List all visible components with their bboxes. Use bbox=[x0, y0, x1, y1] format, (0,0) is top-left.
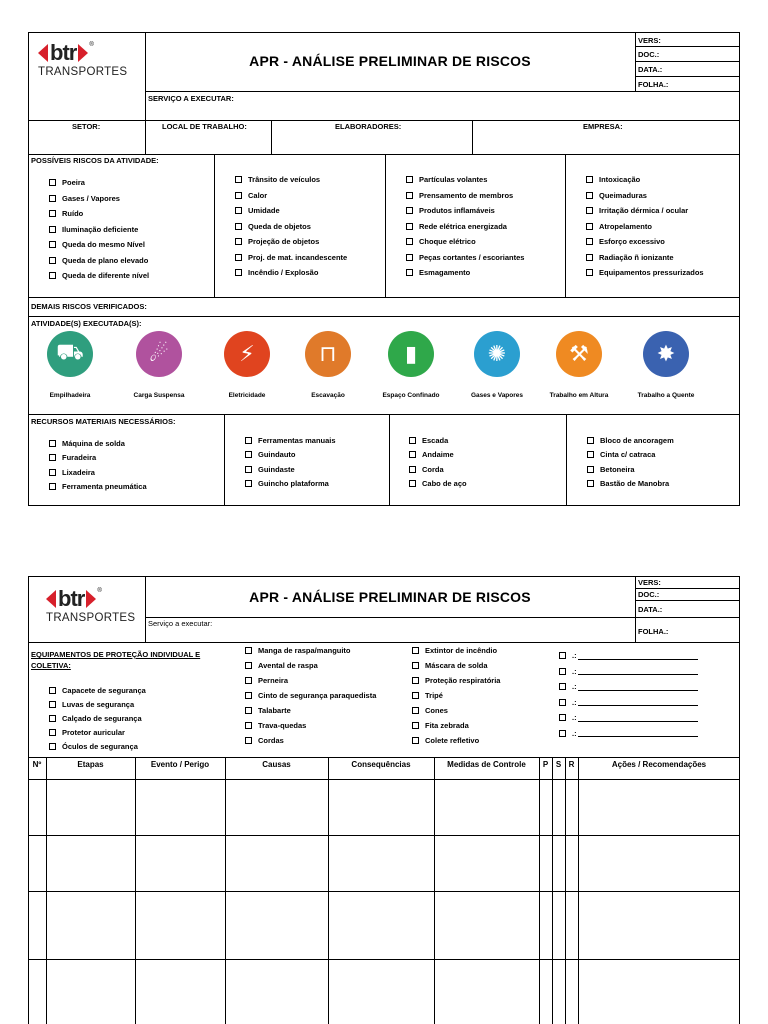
logo-word: btr bbox=[50, 40, 77, 65]
checklist-item[interactable] bbox=[235, 234, 347, 250]
activity-caption: Espaço Confinado bbox=[382, 392, 440, 399]
checklist-item[interactable] bbox=[409, 462, 467, 477]
checkbox[interactable] bbox=[406, 176, 413, 183]
checklist-label: Iluminação deficiente bbox=[62, 224, 139, 234]
checklist-label: .: bbox=[572, 666, 577, 676]
checkbox[interactable] bbox=[586, 176, 593, 183]
table-header: Evento / Perigo bbox=[150, 760, 210, 769]
checklist-item[interactable] bbox=[235, 250, 347, 266]
checklist-label: Rede elétrica energizada bbox=[419, 221, 507, 231]
checklist-item[interactable] bbox=[245, 448, 336, 463]
checklist-label: .: bbox=[572, 682, 577, 692]
checkbox[interactable] bbox=[245, 737, 252, 744]
checklist-item[interactable] bbox=[587, 448, 674, 463]
checklist-item[interactable] bbox=[406, 172, 524, 188]
checklist-label: Escada bbox=[422, 435, 449, 445]
checkbox[interactable] bbox=[235, 238, 242, 245]
activity-icon-escava-o: ⊓ bbox=[305, 331, 351, 377]
checkbox[interactable] bbox=[49, 729, 56, 736]
epi-col1 bbox=[49, 683, 146, 754]
riscos-col3 bbox=[406, 172, 524, 281]
checklist-label: Ruído bbox=[62, 209, 84, 219]
checklist-item[interactable] bbox=[559, 679, 698, 695]
checklist-item[interactable] bbox=[49, 253, 149, 269]
checklist-label: Extintor de incêndio bbox=[425, 646, 498, 655]
checklist-label: Proj. de mat. incandescente bbox=[248, 252, 348, 262]
checklist-label: .: bbox=[572, 728, 577, 738]
checkbox[interactable] bbox=[406, 238, 413, 245]
checklist-item[interactable] bbox=[235, 203, 347, 219]
riscos-col4 bbox=[586, 172, 704, 281]
checkbox[interactable] bbox=[235, 223, 242, 230]
table-col-divider bbox=[565, 757, 566, 1024]
blank-line[interactable] bbox=[578, 729, 698, 737]
meta-data: DATA.: bbox=[638, 65, 663, 74]
checklist-item[interactable] bbox=[49, 222, 149, 238]
table-header: Consequências bbox=[351, 760, 411, 769]
checklist-label: Protetor auricular bbox=[62, 728, 125, 738]
checkbox[interactable] bbox=[586, 192, 593, 199]
checklist-item[interactable] bbox=[406, 188, 524, 204]
meta-vers: VERS: bbox=[638, 36, 661, 45]
table-header: R bbox=[568, 760, 575, 769]
epi-col4 bbox=[559, 648, 698, 741]
checklist-label: Queda de plano elevado bbox=[62, 255, 149, 265]
checkbox[interactable] bbox=[49, 687, 56, 694]
checklist-item[interactable] bbox=[586, 203, 704, 219]
checklist-label: Colete refletivo bbox=[425, 736, 480, 745]
checkbox[interactable] bbox=[245, 692, 252, 699]
meta-folha: FOLHA.: bbox=[638, 627, 669, 636]
atividades-label: ATIVIDADE(S) EXECUTADA(S): bbox=[31, 319, 142, 328]
checklist-item[interactable] bbox=[412, 703, 500, 718]
checklist-label: Calor bbox=[248, 190, 268, 200]
epi-col2 bbox=[245, 643, 376, 748]
checklist-label: Luvas de segurança bbox=[62, 699, 135, 709]
checklist-item[interactable] bbox=[49, 436, 147, 451]
checkbox[interactable] bbox=[49, 743, 56, 750]
checkbox[interactable] bbox=[587, 466, 594, 473]
checklist-item[interactable] bbox=[49, 191, 149, 207]
checkbox[interactable] bbox=[49, 226, 56, 233]
activity-icon-carga-suspensa: ☄ bbox=[136, 331, 182, 377]
checklist-label: Choque elétrico bbox=[419, 237, 476, 247]
servico-label: SERVIÇO A EXECUTAR: bbox=[148, 94, 234, 103]
checklist-item[interactable] bbox=[49, 711, 146, 725]
checklist-label: Bastão de Manobra bbox=[600, 479, 670, 489]
checklist-item[interactable] bbox=[406, 250, 524, 266]
checklist-item[interactable] bbox=[245, 462, 336, 477]
checkbox[interactable] bbox=[406, 207, 413, 214]
activity-icon-trabalho-a-quente: ✸ bbox=[643, 331, 689, 377]
logo-sub: TRANSPORTES bbox=[38, 66, 128, 78]
checklist-label: Intoxicação bbox=[599, 175, 641, 185]
checklist-label: Perneira bbox=[258, 676, 289, 685]
table-col-divider bbox=[539, 757, 540, 1024]
checklist-item[interactable] bbox=[245, 433, 336, 448]
activity-icon-empilhadeira: ⛟ bbox=[47, 331, 93, 377]
checkbox[interactable] bbox=[49, 454, 56, 461]
checklist-label: Máscara de solda bbox=[425, 661, 488, 670]
checkbox[interactable] bbox=[409, 437, 416, 444]
checklist-label: Queda do mesmo Nível bbox=[62, 240, 145, 250]
blank-line[interactable] bbox=[578, 698, 698, 706]
meta-folha: FOLHA.: bbox=[638, 80, 669, 89]
checklist-label: Incêndio / Explosão bbox=[248, 268, 319, 278]
checklist-item[interactable] bbox=[49, 465, 147, 480]
checkbox[interactable] bbox=[559, 699, 566, 706]
checkbox[interactable] bbox=[245, 451, 252, 458]
checklist-item[interactable] bbox=[245, 703, 376, 718]
checklist-item[interactable] bbox=[406, 203, 524, 219]
checklist-item[interactable] bbox=[586, 188, 704, 204]
checkbox[interactable] bbox=[586, 269, 593, 276]
activity-caption: Eletricidade bbox=[228, 392, 266, 399]
checklist-item[interactable] bbox=[406, 219, 524, 235]
checklist-item[interactable] bbox=[49, 697, 146, 711]
table-header: Causas bbox=[262, 760, 291, 769]
checklist-label: Furadeira bbox=[62, 453, 97, 463]
checklist-item[interactable] bbox=[559, 710, 698, 726]
checkbox[interactable] bbox=[409, 451, 416, 458]
checklist-item[interactable] bbox=[245, 477, 336, 492]
checkbox[interactable] bbox=[235, 176, 242, 183]
checklist-item[interactable] bbox=[559, 695, 698, 711]
checklist-label: Cones bbox=[425, 706, 448, 715]
checkbox[interactable] bbox=[49, 272, 56, 279]
local-label: LOCAL DE TRABALHO: bbox=[162, 122, 247, 131]
meta-doc: DOC.: bbox=[638, 50, 660, 59]
checklist-label: .: bbox=[572, 651, 577, 661]
epi-col3 bbox=[412, 643, 500, 748]
checklist-item[interactable] bbox=[412, 658, 500, 673]
activity-icon-espa-o-confinado: ▮ bbox=[388, 331, 434, 377]
recursos-col2 bbox=[245, 433, 336, 491]
table-col-divider bbox=[434, 757, 435, 1024]
checkbox[interactable] bbox=[586, 238, 593, 245]
checklist-item[interactable] bbox=[49, 726, 146, 740]
checklist-label: Talabarte bbox=[258, 706, 291, 715]
checkbox[interactable] bbox=[412, 737, 419, 744]
checklist-label: Manga de raspa/manguito bbox=[258, 646, 351, 655]
checklist-label: Trava-quedas bbox=[258, 721, 307, 730]
blank-line[interactable] bbox=[578, 714, 698, 722]
checkbox[interactable] bbox=[245, 647, 252, 654]
riscos-col2 bbox=[235, 172, 347, 281]
table-col-divider bbox=[552, 757, 553, 1024]
checklist-item[interactable] bbox=[49, 480, 147, 495]
logo-word: btr bbox=[58, 586, 85, 611]
checkbox[interactable] bbox=[412, 662, 419, 669]
checkbox[interactable] bbox=[586, 223, 593, 230]
checkbox[interactable] bbox=[559, 652, 566, 659]
activity-icon-gases-e-vapores: ✺ bbox=[474, 331, 520, 377]
checklist-label: Cordas bbox=[258, 736, 284, 745]
checklist-label: Radiação ñ ionizante bbox=[599, 252, 674, 262]
checkbox[interactable] bbox=[559, 683, 566, 690]
checklist-item[interactable] bbox=[49, 175, 149, 191]
blank-line[interactable] bbox=[578, 652, 698, 660]
checklist-label: Queda de diferente nível bbox=[62, 271, 150, 281]
activity-caption: Gases e Vapores bbox=[470, 392, 524, 399]
checkbox[interactable] bbox=[49, 483, 56, 490]
checkbox[interactable] bbox=[412, 647, 419, 654]
checklist-item[interactable] bbox=[49, 268, 149, 284]
riscos-col1 bbox=[49, 175, 149, 284]
table-col-divider bbox=[46, 757, 47, 1024]
checkbox[interactable] bbox=[559, 668, 566, 675]
checklist-label: Capacete de segurança bbox=[62, 685, 146, 695]
checklist-label: Proteção respiratória bbox=[425, 676, 501, 685]
checklist-label: Equipamentos pressurizados bbox=[599, 268, 704, 278]
logo-sub: TRANSPORTES bbox=[46, 612, 136, 624]
checklist-label: Poeira bbox=[62, 178, 85, 188]
checkbox[interactable] bbox=[235, 207, 242, 214]
table-header: P bbox=[542, 760, 549, 769]
checkbox[interactable] bbox=[406, 254, 413, 261]
checklist-label: Bloco de ancoragem bbox=[600, 435, 674, 445]
empresa-label: EMPRESA: bbox=[583, 122, 623, 131]
checklist-label: Fita zebrada bbox=[425, 721, 469, 730]
checklist-label: Cinto de segurança paraquedista bbox=[258, 691, 377, 700]
blank-line[interactable] bbox=[578, 683, 698, 691]
checklist-item[interactable] bbox=[49, 237, 149, 253]
checklist-label: Produtos inflamáveis bbox=[419, 206, 495, 216]
checklist-item[interactable] bbox=[409, 477, 467, 492]
checklist-label: Calçado de segurança bbox=[62, 713, 142, 723]
form2-title: APR - ANÁLISE PRELIMINAR DE RISCOS bbox=[249, 589, 531, 605]
form2-logo bbox=[46, 588, 146, 624]
checklist-item[interactable] bbox=[587, 433, 674, 448]
checklist-item[interactable] bbox=[245, 658, 376, 673]
meta-vers: VERS: bbox=[638, 578, 661, 587]
checkbox[interactable] bbox=[245, 722, 252, 729]
checklist-label: Esforço excessivo bbox=[599, 237, 665, 247]
checklist-label: .: bbox=[572, 713, 577, 723]
checklist-item[interactable] bbox=[49, 740, 146, 754]
checklist-item[interactable] bbox=[412, 643, 500, 658]
checkbox[interactable] bbox=[49, 701, 56, 708]
checklist-item[interactable] bbox=[245, 718, 376, 733]
table-col-divider bbox=[328, 757, 329, 1024]
checkbox[interactable] bbox=[586, 207, 593, 214]
checklist-label: Avental de raspa bbox=[258, 661, 318, 670]
checklist-item[interactable] bbox=[235, 172, 347, 188]
recursos-col4 bbox=[587, 433, 674, 491]
table-header: Nº bbox=[32, 760, 42, 769]
checklist-label: Guincho plataforma bbox=[258, 479, 329, 489]
checklist-item[interactable] bbox=[245, 643, 376, 658]
checklist-item[interactable] bbox=[245, 688, 376, 703]
checklist-item[interactable] bbox=[586, 234, 704, 250]
checkbox[interactable] bbox=[409, 480, 416, 487]
checklist-label: Cinta c/ catraca bbox=[600, 450, 656, 460]
checklist-item[interactable] bbox=[49, 683, 146, 697]
checklist-label: Cabo de aço bbox=[422, 479, 467, 489]
checklist-item[interactable] bbox=[412, 673, 500, 688]
table-header: Medidas de Controle bbox=[447, 760, 526, 769]
checklist-item[interactable] bbox=[49, 451, 147, 466]
checklist-label: Prensamento de membros bbox=[419, 190, 514, 200]
activity-caption: Escavação bbox=[311, 392, 345, 399]
checklist-label: Betoneira bbox=[600, 464, 635, 474]
checklist-item[interactable] bbox=[586, 265, 704, 281]
checklist-item[interactable] bbox=[406, 265, 524, 281]
checklist-item[interactable] bbox=[235, 265, 347, 281]
checkbox[interactable] bbox=[245, 707, 252, 714]
elaboradores-label: ELABORADORES: bbox=[335, 122, 402, 131]
servico-label: Serviço a executar: bbox=[148, 619, 213, 628]
checklist-label: .: bbox=[572, 697, 577, 707]
checklist-item[interactable] bbox=[586, 172, 704, 188]
activity-icon-eletricidade: ⚡ bbox=[224, 331, 270, 377]
checklist-label: Queimaduras bbox=[599, 190, 647, 200]
checkbox[interactable] bbox=[412, 677, 419, 684]
checklist-item[interactable] bbox=[586, 250, 704, 266]
checklist-item[interactable] bbox=[559, 726, 698, 742]
checkbox[interactable] bbox=[409, 466, 416, 473]
checkbox[interactable] bbox=[49, 469, 56, 476]
checklist-item[interactable] bbox=[559, 664, 698, 680]
checklist-label: Atropelamento bbox=[599, 221, 652, 231]
checklist-label: Projeção de objetos bbox=[248, 237, 320, 247]
form1-title: APR - ANÁLISE PRELIMINAR DE RISCOS bbox=[249, 53, 531, 69]
checkbox[interactable] bbox=[412, 707, 419, 714]
checklist-item[interactable] bbox=[412, 733, 500, 748]
checklist-item[interactable] bbox=[412, 688, 500, 703]
checkbox[interactable] bbox=[49, 179, 56, 186]
checklist-label: Guindaste bbox=[258, 464, 295, 474]
meta-doc: DOC.: bbox=[638, 590, 660, 599]
checkbox[interactable] bbox=[235, 254, 242, 261]
table-header: S bbox=[555, 760, 562, 769]
checklist-label: Tripé bbox=[425, 691, 443, 700]
checkbox[interactable] bbox=[49, 257, 56, 264]
activity-icon-trabalho-em-altura: ⚒ bbox=[556, 331, 602, 377]
checklist-item[interactable] bbox=[245, 733, 376, 748]
recursos-col3 bbox=[409, 433, 467, 491]
checklist-item[interactable] bbox=[587, 477, 674, 492]
checklist-label: Ferramenta pneumática bbox=[62, 482, 147, 492]
checklist-item[interactable] bbox=[409, 448, 467, 463]
checklist-item[interactable] bbox=[406, 234, 524, 250]
checkbox[interactable] bbox=[406, 223, 413, 230]
checkbox[interactable] bbox=[245, 437, 252, 444]
checklist-label: Umidade bbox=[248, 206, 280, 216]
activity-caption: Trabalho em Altura bbox=[549, 392, 609, 399]
checklist-item[interactable] bbox=[49, 206, 149, 222]
checklist-label: Corda bbox=[422, 464, 444, 474]
recursos-label: RECURSOS MATERIAIS NECESSÁRIOS: bbox=[31, 417, 176, 426]
checkbox[interactable] bbox=[586, 254, 593, 261]
checklist-item[interactable] bbox=[559, 648, 698, 664]
table-col-divider bbox=[135, 757, 136, 1024]
checkbox[interactable] bbox=[406, 269, 413, 276]
checkbox[interactable] bbox=[49, 210, 56, 217]
checklist-label: Ferramentas manuais bbox=[258, 435, 336, 445]
checkbox[interactable] bbox=[587, 451, 594, 458]
checkbox[interactable] bbox=[245, 662, 252, 669]
checkbox[interactable] bbox=[559, 730, 566, 737]
riscos-label: POSSÍVEIS RISCOS DA ATIVIDADE: bbox=[31, 156, 159, 165]
table-header: Etapas bbox=[77, 760, 104, 769]
activity-caption: Carga Suspensa bbox=[133, 392, 185, 399]
blank-line[interactable] bbox=[578, 667, 698, 675]
setor-label: SETOR: bbox=[72, 122, 101, 131]
checkbox[interactable] bbox=[49, 195, 56, 202]
checklist-item[interactable] bbox=[587, 462, 674, 477]
checkbox[interactable] bbox=[245, 466, 252, 473]
checkbox[interactable] bbox=[49, 241, 56, 248]
checkbox[interactable] bbox=[587, 480, 594, 487]
checkbox[interactable] bbox=[412, 692, 419, 699]
logo-reg: ® bbox=[89, 42, 94, 48]
checklist-item[interactable] bbox=[245, 673, 376, 688]
checkbox[interactable] bbox=[559, 714, 566, 721]
checklist-label: Queda de objetos bbox=[248, 221, 311, 231]
checkbox[interactable] bbox=[235, 192, 242, 199]
checklist-label: Esmagamento bbox=[419, 268, 471, 278]
activity-caption: Empilhadeira bbox=[49, 392, 91, 399]
checklist-label: Guindauto bbox=[258, 450, 296, 460]
checkbox[interactable] bbox=[49, 440, 56, 447]
activity-caption: Trabalho a Quente bbox=[637, 392, 695, 399]
checkbox[interactable] bbox=[235, 269, 242, 276]
checkbox[interactable] bbox=[412, 722, 419, 729]
checklist-item[interactable] bbox=[409, 433, 467, 448]
logo-reg: ® bbox=[97, 588, 102, 594]
epi-label: EQUIPAMENTOS DE PROTEÇÃO INDIVIDUAL E COLETIVA: bbox=[31, 650, 201, 670]
meta-data: DATA.: bbox=[638, 605, 663, 614]
checklist-label: Gases / Vapores bbox=[62, 193, 120, 203]
checkbox[interactable] bbox=[245, 677, 252, 684]
checklist-item[interactable] bbox=[412, 718, 500, 733]
checkbox[interactable] bbox=[245, 480, 252, 487]
checklist-label: Trânsito de veículos bbox=[248, 175, 321, 185]
checklist-label: Peças cortantes / escoriantes bbox=[419, 252, 525, 262]
checklist-label: Irritação dérmica / ocular bbox=[599, 206, 689, 216]
checkbox[interactable] bbox=[406, 192, 413, 199]
checkbox[interactable] bbox=[49, 715, 56, 722]
checklist-item[interactable] bbox=[235, 188, 347, 204]
demais-label: DEMAIS RISCOS VERIFICADOS: bbox=[31, 302, 147, 311]
checklist-item[interactable] bbox=[235, 219, 347, 235]
form1-logo bbox=[38, 42, 138, 78]
table-col-divider bbox=[578, 757, 579, 1024]
checklist-label: Óculos de segurança bbox=[62, 742, 138, 752]
checkbox[interactable] bbox=[587, 437, 594, 444]
checklist-item[interactable] bbox=[586, 219, 704, 235]
recursos-col1 bbox=[49, 436, 147, 494]
table-col-divider bbox=[225, 757, 226, 1024]
checklist-label: Partículas volantes bbox=[419, 175, 488, 185]
checklist-label: Andaime bbox=[422, 450, 454, 460]
table-header: Ações / Recomendações bbox=[611, 760, 707, 769]
checklist-label: Lixadeira bbox=[62, 467, 95, 477]
checklist-label: Máquina de solda bbox=[62, 438, 125, 448]
